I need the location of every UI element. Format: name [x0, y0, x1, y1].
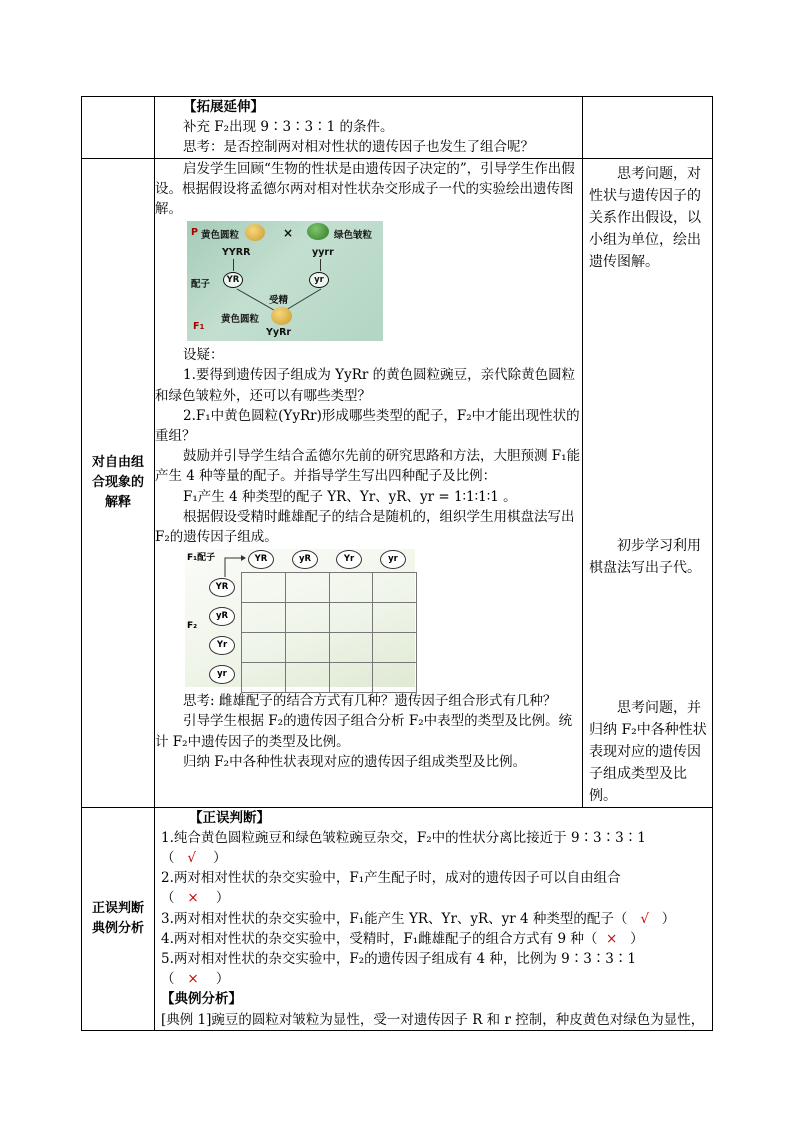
paragraph-summary: 归纳 F₂中各种性状表现对应的遗传因子组成类型及比例。: [183, 753, 527, 770]
example-1: [典例 1]豌豆的圆粒对皱粒为显性，受一对遗传因子 R 和 r 控制，种皮黄色对绿色为显性，: [161, 1011, 705, 1028]
check-icon: √: [187, 850, 196, 867]
intro-paragraph: 启发学生回顾“生物的性状是由遗传因子决定的”，引导学生作出假设。根据假设将孟德尔两对相对性状杂交形成子一代的实验绘出遗传图解。: [155, 160, 575, 218]
row-judgement: [82, 807, 713, 1030]
col-header-2: yR: [292, 550, 318, 569]
side-note-1: 思考问题，对性状与遗传因子的关系作出假设，以小组为单位，绘出遗传图解。: [589, 165, 701, 270]
row3-content-cell: [155, 807, 713, 1030]
col-header-1: YR: [248, 550, 274, 569]
judgement-1-answer: （ √ ）: [161, 850, 227, 867]
extension-title: 【拓展延伸】: [183, 99, 264, 115]
row-header-2: yR: [209, 607, 235, 626]
paragraph-think: 思考: 雌雄配子的结合方式有几种？遗传因子组合形式有几种？: [183, 693, 557, 710]
row-header-3: Yr: [209, 636, 235, 655]
row-explanation: [82, 158, 713, 807]
row-header-1: YR: [209, 578, 235, 597]
judgement-3: 3.两对相对性状的杂交实验中，F₁能产生 YR、Yr、yR、yr 4 种类型的配子（ √ ）: [161, 910, 676, 927]
extension-line2: 思考：是否控制两对相对性状的遗传因子也发生了组合呢？: [183, 139, 534, 156]
f1-label: F1: [193, 321, 205, 333]
judgement-1: 1.纯合黄色圆粒豌豆和绿色皱粒豌豆杂交，F₂中的性状分离比接近于 9∶3∶3∶1: [161, 829, 646, 846]
cross-icon: ×: [187, 971, 199, 988]
row3-label-cell: [82, 807, 155, 1030]
row2-label: 对自由组 合现象的 解释: [91, 454, 144, 510]
col-header-4: yr: [380, 550, 406, 569]
row1-label-cell: [82, 97, 155, 159]
question-title: 设疑：: [183, 347, 224, 364]
cross-icon: ×: [187, 890, 199, 907]
paragraph-punnett-intro: 根据假设受精时雌雄配子的结合是随机的，组织学生用棋盘法写出 F₂的遗传因子组成。: [155, 508, 575, 546]
row2-label-cell: [82, 158, 155, 807]
extension-line1: 补充 F₂出现 9∶3∶3∶1 的条件。: [183, 119, 394, 136]
paragraph-gametes: F₁产生 4 种类型的配子 YR、Yr、yR、yr = 1∶1∶1∶1 。: [183, 488, 517, 505]
gamete-yr-rec: yr: [309, 272, 329, 288]
punnett-square: F₁配子 YR yR Yr yr F₂ YR yR Yr yr: [185, 549, 415, 687]
question-1: 1.要得到遗传因子组成为 YyRr 的黄色圆粒豌豆，亲代除黄色圆粒和绿色皱粒外，还可以有哪些类型？: [155, 367, 576, 404]
gamete-yr-dom: YR: [223, 272, 243, 288]
judgement-2: 2.两对相对性状的杂交实验中，F₁产生配子时，成对的遗传因子可以自由组合: [161, 870, 621, 887]
row2-side-cell: [583, 158, 713, 807]
paragraph-analyze: 引导学生根据 F₂的遗传因子组合分析 F₂中表型的类型及比例。统计 F₂中遗传因子的类型及比例。: [155, 713, 573, 750]
side-note-3: 思考问题，并归纳 F₂中各种性状表现对应的遗传因子组成类型及比例。: [589, 699, 707, 804]
row3-label: 正误判断 典例分析: [91, 900, 144, 936]
col-header-3: Yr: [336, 550, 362, 569]
judgement-2-answer: （ × ）: [161, 890, 230, 907]
judgement-5-answer: （ × ）: [161, 971, 230, 988]
example-title: 【典例分析】: [161, 991, 242, 1008]
question-2: 2.F₁中黄色圆粒(YyRr)形成哪些类型的配子，F₂中才能出现性状的重组？: [155, 407, 580, 445]
row1-side-cell: [583, 97, 713, 159]
row-header-4: yr: [209, 665, 235, 684]
punnett-grid: [241, 572, 417, 693]
judgement-4: 4.两对相对性状的杂交实验中，受精时，F₁雌雄配子的组合方式有 9 种（ × ）: [161, 930, 644, 947]
check-icon: √: [640, 910, 649, 927]
side-note-2: 初步学习利用棋盘法写出子代。: [589, 537, 701, 576]
judgement-title: 【正误判断】: [189, 809, 270, 826]
row1-content-cell: [155, 97, 583, 159]
lesson-table: [81, 96, 713, 1031]
row2-content-cell: [155, 158, 583, 807]
paragraph-predict: 鼓励并引导学生结合孟德尔先前的研究思路和方法，大胆预测 F₁能产生 4 种等量的配子。并指导学生写出四种配子及比例：: [155, 448, 581, 485]
cross-diagram: P 黄色圆粒 × 绿色皱粒 YYRR yyrr 配子 YR yr 受精 黄色圆粒 F1 YyRr: [187, 221, 383, 341]
cross-icon: ×: [605, 930, 618, 947]
judgement-5: 5.两对相对性状的杂交实验中，F₂的遗传因子组成有 4 种，比例为 9∶3∶3∶1: [161, 951, 636, 968]
row-extension: [82, 97, 713, 159]
